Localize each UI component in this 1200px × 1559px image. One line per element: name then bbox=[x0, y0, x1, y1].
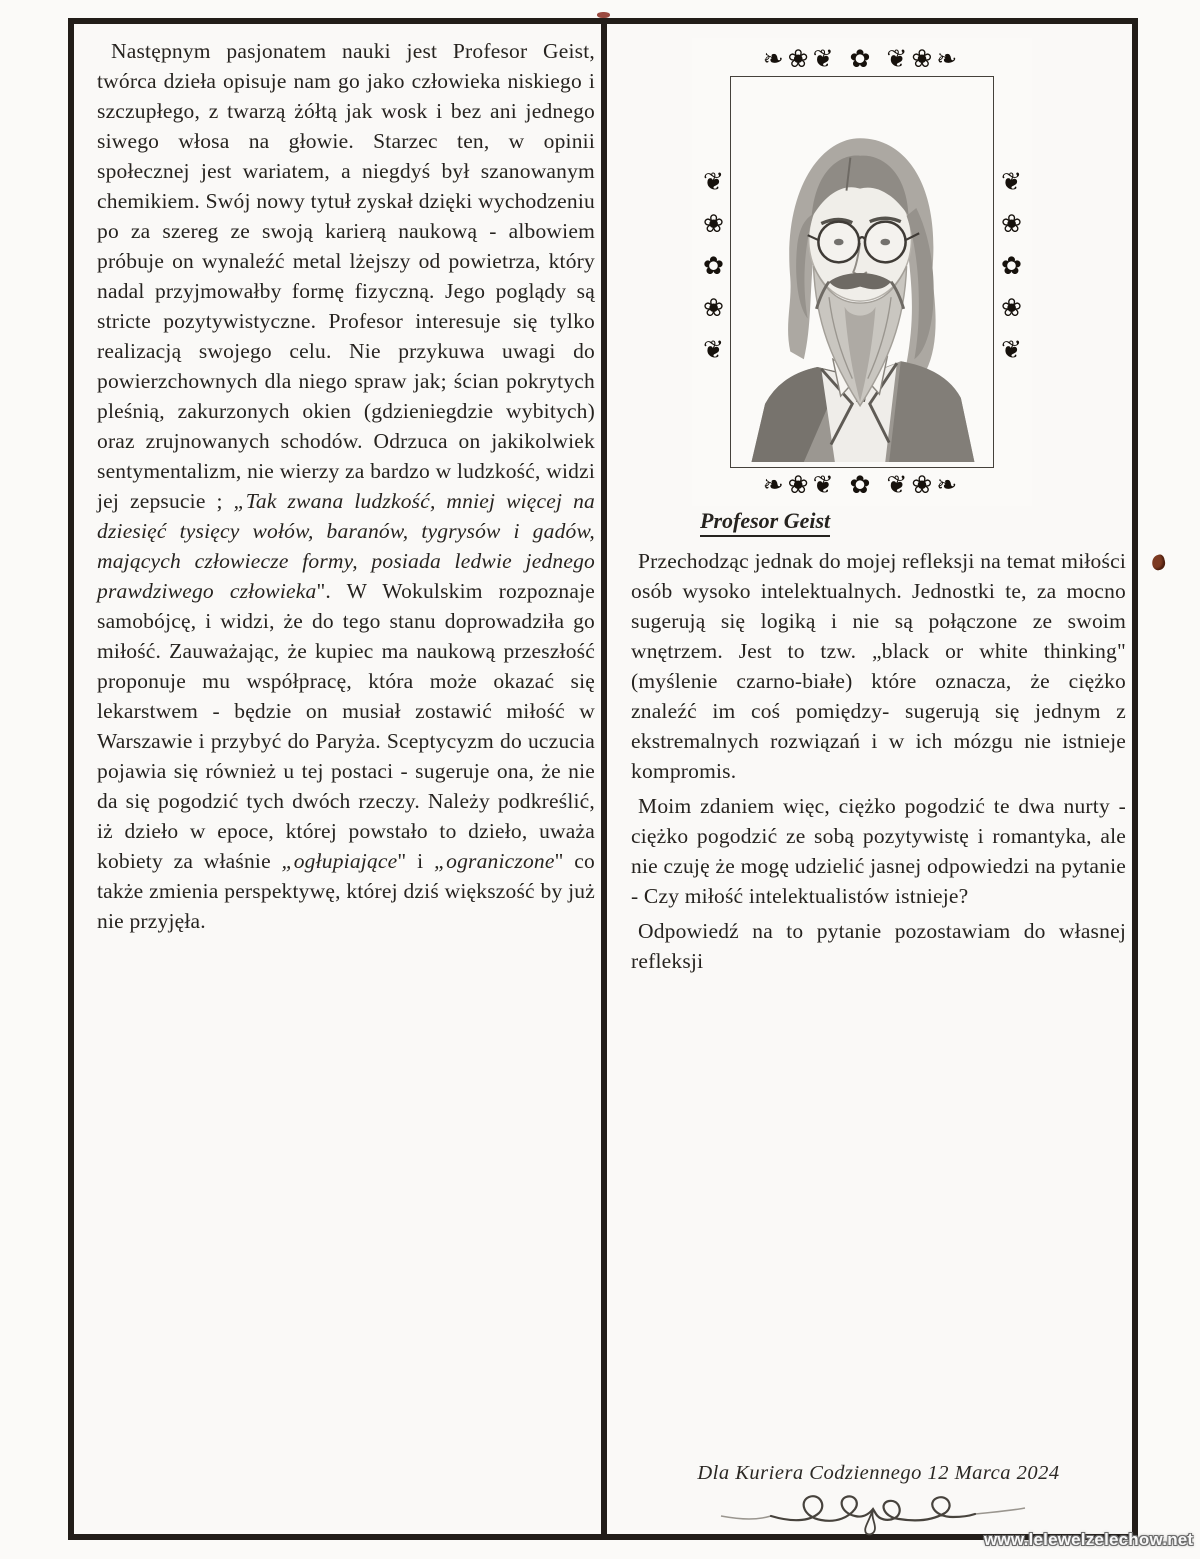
floral-border-top-icon: ❧❀❦ ✿ ❦❀❧ bbox=[762, 44, 962, 73]
body-text-segment: " i bbox=[397, 849, 434, 873]
right-article-column bbox=[631, 546, 1126, 981]
professor-geist-portrait-sketch bbox=[736, 82, 988, 462]
swirl-flourish-icon bbox=[708, 1486, 1038, 1536]
right-article-paragraph: Przechodząc jednak do mojej refleksji na temat miłości osób wysoko intelektualnych. Jednostki te, za mocno sugerują się logiką i nie są połączone ze swoim wnętrzem. Jest to tzw. „black or white thinking" (myślenie czarno-białe) które oznacza, że ciężko znaleźć im coś pomiędzy- sugerują się jednym z ekstremalnych rozwiązań i w ich mózgu nie istnieje kompromis. bbox=[631, 549, 1126, 783]
body-text-segment: ". W Wokulskim rozpoznaje samobójcę, i widzi, że do tego stanu doprowadziła go miłość. Zauważając, że kupiec ma naukową przeszłość proponuje mu współpracę, która może okazać się lekarstwem - będzie on musiał zostawić miłość w Warszawie i przybyć do Paryża. Sceptycyzm do uczucia pojawia się również u tej postaci - sugeruje ona, że nie da się pogodzić tych dwóch rzeczy. Należy podkreślić, iż dzieło w epoce, której powstało to dzieło, uważa kobiety za właśnie bbox=[97, 579, 595, 873]
floral-border-bottom-icon: ❧❀❦ ✿ ❦❀❧ bbox=[762, 470, 962, 499]
footer-byline: Dla Kuriera Codziennego 12 Marca 2024 bbox=[697, 1462, 1060, 1484]
body-text-segment: " co także zmienia perspektywę, której dziś większość by już nie przyjęła. bbox=[97, 849, 595, 933]
italic-word-segment: „ograniczone bbox=[433, 849, 555, 873]
site-watermark: www.lelewelzelechow.net bbox=[984, 1530, 1194, 1549]
red-ink-speck bbox=[597, 12, 610, 18]
body-text-segment: Następnym pasjonatem nauki jest Profesor Geist, twórca dzieła opisuje nam go jako człowieka niskiego i szczupłego, z twarzą żółtą jak wosk i bez ani jednego siwego włosa na głowie. Starzec ten, w opinii społecznej jest wariatem, a niegdyś był szanowanym chemikiem. Swój nowy tytuł zyskał dzięki wychodzeniu po za szereg ze swoją karierą naukową - albowiem próbuje on wynaleźć metal lżejszy od powietrza, który nadal przyjmowałby formę fizyczną. Jego poglądy są stricte pozytywistyczne. Profesor interesuje się tylko realizacją swojego celu. Nie przykuwa uwagi do powierzchownych dla niego spraw jak; ścian pokrytych pleśnią, zakurzonych okien (gdzieniegdzie wybitych) oraz zrujnowanych schodów. Odrzuca on jakikolwiek sentymentalizm, nie wierzy za bardzo w ludzkość, widzi jej zepsucie ; bbox=[97, 39, 595, 513]
italic-word-segment: „ogłupiające bbox=[281, 849, 398, 873]
right-article-paragraph: Moim zdaniem więc, ciężko pogodzić te dwa nurty - ciężko pogodzić ze sobą pozytywistę i romantyka, ale nie czuję że mogę udzielić jasnej odpowiedzi na pytanie - Czy miłość intelektualistów istnieje? bbox=[631, 794, 1126, 908]
column-divider-rule bbox=[601, 18, 607, 1540]
brown-stain-speck bbox=[1150, 554, 1166, 572]
left-article-paragraph bbox=[97, 36, 595, 936]
right-article-paragraph: Odpowiedź na to pytanie pozostawiam do własnej refleksji bbox=[631, 919, 1126, 973]
portrait-caption: Profesor Geist bbox=[700, 508, 830, 537]
floral-border-left-icon: ❦❀✿❀❦ bbox=[699, 167, 728, 377]
portrait-ornate-frame bbox=[692, 38, 1032, 506]
floral-border-right-icon: ❦❀✿❀❦ bbox=[997, 167, 1026, 377]
italic-quote-segment: „Tak zwana ludzkość, mniej więcej na dziesięć tysięcy wołów, baranów, tygrysów i gadów, mających człowiecze formy, posiada ledwie jednego prawdziwego człowieka bbox=[97, 489, 595, 603]
left-article-column bbox=[97, 36, 595, 936]
